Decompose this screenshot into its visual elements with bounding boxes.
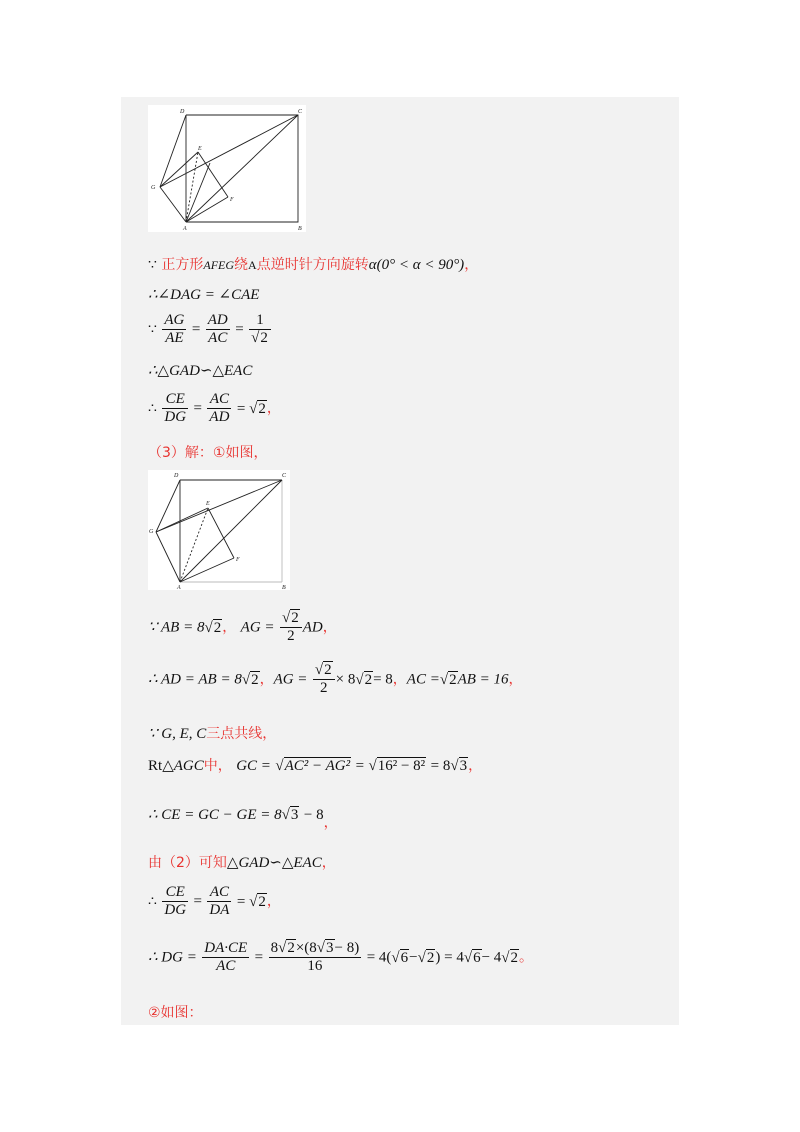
text-line-10: Rt△AGC中， GC = √AC² − AG² = √16² − 8² = 8√3， (148, 758, 483, 774)
fig1-label-A: A (183, 226, 187, 232)
text-line-13: ∴ $\frac{CE}{DG}$ = $\frac{AC}{DA}$ = √2， (148, 884, 281, 918)
fig1-label-D: D (180, 109, 185, 115)
text-line-5: ∴ $\frac{CE}{DG}$ = $\frac{AC}{AD}$ = √2， (148, 391, 281, 425)
text-line-14: ∴ DG = $\frac{DA\cdot CE}{AC}$ = $\frac{8√2\times(8√3- 8)}{16}$ = 4(√6−√2) = 4√6− 4√2。 (148, 940, 534, 974)
fig2-label-G: G (149, 529, 154, 535)
text-line-1: ∵ 正方形AFEG绕A点逆时针方向旋转α(0° < α < 90°)， (148, 257, 479, 273)
fig1-label-F: F (230, 197, 234, 203)
fig2-label-F: F (236, 557, 240, 563)
fig1-label-E: E (198, 146, 202, 152)
geometry-figure-1 (148, 105, 306, 232)
text-line-12: 由（2）可知△GAD∽△EAC， (148, 855, 336, 871)
text-line-4: ∴△GAD∽△EAC (148, 363, 253, 379)
text-line-3: ∵ $\frac{AG}{AE}$ = $\frac{AD}{AC}$ = $\frac{1}{√2}$ (148, 313, 272, 346)
text-line-7: ∵ AB = 8√2， AG = $\frac{√2}{2}$ AD， (148, 610, 337, 644)
fig1-label-G: G (151, 185, 156, 191)
fig1-label-C: C (298, 109, 303, 115)
fig2-label-A: A (177, 585, 181, 590)
text-line-9: ∵ G, E, C三点共线， (148, 726, 277, 742)
text-line-2: ∴∠DAG = ∠CAE (148, 287, 260, 303)
geometry-figure-2 (148, 470, 290, 590)
fig2-label-D: D (174, 473, 179, 479)
fig1-label-B: B (298, 226, 302, 232)
text-line-11: ∴ CE = GC − GE = 8√3 − 8， (148, 807, 338, 831)
text-line-6-part3-heading: （3）解：①如图， (148, 445, 268, 461)
fig2-label-E: E (206, 501, 210, 507)
text-line-8: ∴ AD = AB = 8√2，AG = $\frac{√2}{2}$ × 8√2= 8，AC =√2AB = 16， (148, 662, 523, 696)
fig2-label-B: B (282, 585, 286, 590)
fig2-label-C: C (282, 473, 287, 479)
text-line-15: ②如图： (148, 1005, 203, 1021)
